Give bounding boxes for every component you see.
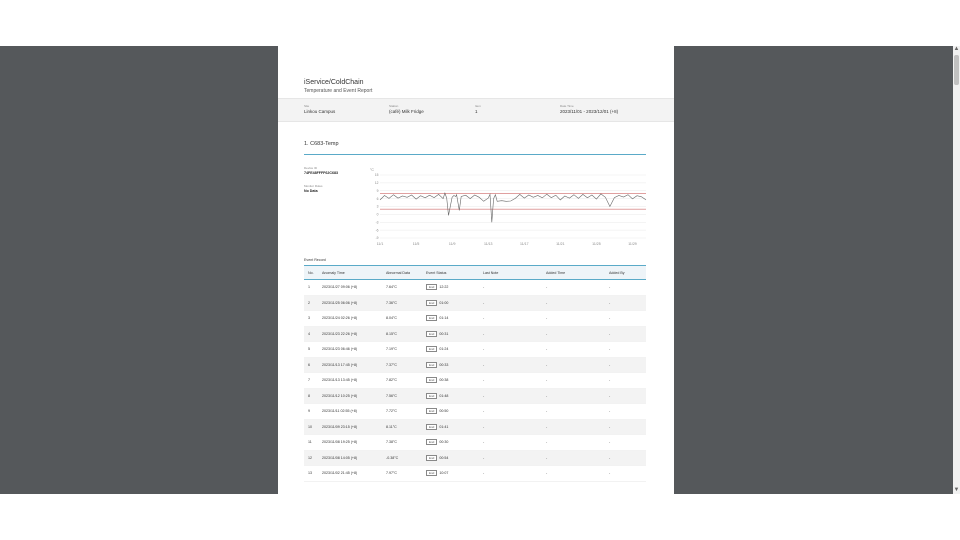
cell-last-note: - <box>483 378 485 383</box>
table-row <box>304 466 646 482</box>
info-date-time-label: Date Time <box>560 104 574 108</box>
event-table-body <box>304 280 646 482</box>
cell-added-by: - <box>609 316 611 321</box>
table-row <box>304 404 646 420</box>
x-tick-label: 11/5 <box>412 242 420 246</box>
event-duration: 00:31 <box>439 331 449 336</box>
header-event-status: Event Status <box>426 270 447 275</box>
cell-added-by: - <box>609 362 611 367</box>
header-added-time: Added Time <box>546 270 566 275</box>
status-badge: End <box>426 331 437 337</box>
cell-anomaly-time: 2023/11/12 10:25 (+8) <box>322 393 358 398</box>
cell-last-note: - <box>483 300 485 305</box>
cell-added-time: - <box>546 362 548 367</box>
status-badge: End <box>426 362 437 368</box>
y-tick-label: 0 <box>376 212 379 217</box>
y-tick-label: 15 <box>374 173 379 178</box>
table-row <box>304 327 646 343</box>
section-title: 1. C683-Temp <box>304 141 339 147</box>
cell-abnormal-data: 8.11°C <box>386 424 397 429</box>
document-viewer[interactable] <box>0 46 953 494</box>
cell-event-status <box>426 466 448 481</box>
event-duration: 10:07 <box>439 471 449 476</box>
cell-added-time: - <box>546 455 548 460</box>
cell-added-time: - <box>546 316 548 321</box>
cell-no: 8 <box>308 393 310 398</box>
event-duration: 12:22 <box>439 285 449 290</box>
y-tick-label: 6 <box>376 196 379 201</box>
event-duration: 01:24 <box>439 347 449 352</box>
cell-added-time: - <box>546 440 548 445</box>
status-badge: End <box>426 424 437 430</box>
event-duration: 01:41 <box>439 424 449 429</box>
table-row <box>304 420 646 436</box>
cell-last-note: - <box>483 285 485 290</box>
temperature-series-line <box>380 193 646 222</box>
cell-anomaly-time: 2023/11/25 06:06 (+8) <box>322 300 358 305</box>
header-added-by: Added By <box>609 270 625 275</box>
cell-abnormal-data: 8.04°C <box>386 316 398 321</box>
status-badge: End <box>426 346 437 352</box>
cell-last-note: - <box>483 316 485 321</box>
status-badge: End <box>426 439 437 445</box>
cell-abnormal-data: 7.19°C <box>386 347 398 352</box>
cell-added-by: - <box>609 471 611 476</box>
cell-added-by: - <box>609 378 611 383</box>
report-subtitle: Temperature and Event Report <box>304 88 373 94</box>
cell-no: 11 <box>308 440 312 445</box>
status-badge: End <box>426 455 437 461</box>
y-axis-unit: °C <box>370 168 374 172</box>
cell-anomaly-time: 2023/11/08 14:05 (+8) <box>322 455 358 460</box>
scroll-down-icon[interactable]: ▼ <box>953 487 960 493</box>
status-badge: End <box>426 284 437 290</box>
table-row <box>304 342 646 358</box>
cell-event-status <box>426 311 448 326</box>
y-tick-label: 3 <box>376 204 379 209</box>
cell-added-time: - <box>546 300 548 305</box>
event-duration: 00:33 <box>439 362 449 367</box>
cell-no: 1 <box>308 285 310 290</box>
info-date-time <box>560 104 618 114</box>
vertical-scrollbar[interactable] <box>953 46 960 494</box>
cell-added-by: - <box>609 455 611 460</box>
cell-no: 2 <box>308 300 310 305</box>
event-duration: 00:50 <box>439 409 449 414</box>
cell-added-by: - <box>609 347 611 352</box>
scroll-up-icon[interactable]: ▲ <box>953 46 960 52</box>
cell-abnormal-data: 7.37°C <box>386 362 398 367</box>
cell-abnormal-data: 7.72°C <box>386 409 398 414</box>
info-item-label: Item <box>475 104 481 108</box>
x-tick-label: 11/17 <box>520 242 529 246</box>
cell-last-note: - <box>483 409 485 414</box>
cell-event-status <box>426 280 448 295</box>
cell-abnormal-data: 7.82°C <box>386 378 398 383</box>
status-badge: End <box>426 470 437 476</box>
x-tick-label: 11/21 <box>556 242 565 246</box>
section-divider <box>304 154 646 155</box>
cell-event-status <box>426 451 448 466</box>
event-duration: 01:14 <box>439 316 449 321</box>
header-abnormal-data: Abnormal Data <box>386 270 410 275</box>
cell-added-time: - <box>546 378 548 383</box>
cell-abnormal-data: 8.15°C <box>386 331 398 336</box>
cell-no: 5 <box>308 347 310 352</box>
cell-no: 9 <box>308 409 310 414</box>
x-tick-label: 11/13 <box>483 242 493 246</box>
event-record-title: Event Record <box>304 258 326 262</box>
cell-abnormal-data: 7.36°C <box>386 300 398 305</box>
cell-added-time: - <box>546 471 548 476</box>
y-tick-label: -9 <box>375 236 379 241</box>
device-id-label: Device ID <box>304 166 318 170</box>
temperature-chart <box>370 165 648 249</box>
table-row <box>304 280 646 296</box>
info-station <box>389 104 424 114</box>
cell-last-note: - <box>483 440 485 445</box>
cell-added-time: - <box>546 424 548 429</box>
cell-last-note: - <box>483 424 485 429</box>
monitor-rules-value: No Data <box>304 189 318 193</box>
cell-anomaly-time: 2023/11/02 21:45 (+8) <box>322 471 358 476</box>
header-anomaly-time: Anomaly Time <box>322 270 345 275</box>
status-badge: End <box>426 408 437 414</box>
cell-anomaly-time: 2023/11/13 13:45 (+8) <box>322 378 358 383</box>
status-badge: End <box>426 377 437 383</box>
table-row <box>304 358 646 374</box>
cell-added-time: - <box>546 331 548 336</box>
cell-abnormal-data: 7.38°C <box>386 440 398 445</box>
cell-added-by: - <box>609 409 611 414</box>
cell-anomaly-time: 2023/11/13 17:45 (+8) <box>322 362 358 367</box>
device-id-value: 74FE48FFFF62C683 <box>304 171 338 175</box>
cell-last-note: - <box>483 362 485 367</box>
cell-event-status <box>426 404 448 419</box>
cell-no: 3 <box>308 316 310 321</box>
app-title: iService/ColdChain <box>304 79 364 86</box>
info-item-value: 1 <box>475 109 478 114</box>
cell-no: 6 <box>308 362 310 367</box>
info-station-value: (café) Milk Fridge <box>389 109 424 114</box>
cell-no: 4 <box>308 331 310 336</box>
header-no: No. <box>308 270 314 275</box>
cell-added-by: - <box>609 300 611 305</box>
event-duration: 00:30 <box>439 440 449 445</box>
cell-anomaly-time: 2023/11/27 09:06 (+8) <box>322 285 358 290</box>
cell-last-note: - <box>483 393 485 398</box>
status-badge: End <box>426 393 437 399</box>
cell-added-time: - <box>546 285 548 290</box>
cell-event-status <box>426 342 448 357</box>
info-site-label: Site <box>304 104 310 108</box>
status-badge: End <box>426 300 437 306</box>
cell-added-time: - <box>546 409 548 414</box>
y-tick-label: -3 <box>375 220 379 225</box>
cell-event-status <box>426 389 448 404</box>
info-item <box>475 104 481 114</box>
table-row <box>304 451 646 467</box>
status-badge: End <box>426 315 437 321</box>
device-id-block <box>304 166 338 175</box>
cell-last-note: - <box>483 331 485 336</box>
cell-added-by: - <box>609 285 611 290</box>
table-row <box>304 311 646 327</box>
info-site <box>304 104 335 114</box>
cell-anomaly-time: 2023/11/11 02:55 (+8) <box>322 409 357 414</box>
cell-last-note: - <box>483 455 485 460</box>
event-duration: 00:54 <box>439 455 449 460</box>
cell-no: 10 <box>308 424 312 429</box>
cell-anomaly-time: 2023/11/08 19:25 (+8) <box>322 440 358 445</box>
cell-no: 13 <box>308 471 312 476</box>
x-tick-label: 11/29 <box>628 242 637 246</box>
cell-added-by: - <box>609 424 611 429</box>
y-tick-label: 9 <box>376 188 379 193</box>
cell-anomaly-time: 2023/11/09 23:15 (+8) <box>322 424 358 429</box>
cell-event-status <box>426 327 448 342</box>
event-duration: 01:00 <box>439 300 449 305</box>
x-tick-label: 11/25 <box>592 242 601 246</box>
cell-no: 7 <box>308 378 310 383</box>
info-site-value: Linkou Campus <box>304 109 336 114</box>
cell-last-note: - <box>483 471 485 476</box>
y-tick-label: 12 <box>374 181 379 186</box>
scrollbar-thumb[interactable] <box>954 55 959 85</box>
cell-abnormal-data: 7.64°C <box>386 285 398 290</box>
x-tick-label: 11/9 <box>448 242 456 246</box>
cell-last-note: - <box>483 347 485 352</box>
cell-event-status <box>426 358 448 373</box>
cell-event-status <box>426 296 448 311</box>
monitor-rules-block <box>304 184 323 193</box>
header-last-note: Last Note <box>483 270 499 275</box>
table-row <box>304 389 646 405</box>
report-page <box>278 46 674 494</box>
event-table-header <box>304 265 646 280</box>
cell-added-time: - <box>546 393 548 398</box>
cell-abnormal-data: 7.56°C <box>386 393 398 398</box>
info-station-label: Station <box>389 104 399 108</box>
event-duration: 00:38 <box>439 378 449 383</box>
cell-added-by: - <box>609 393 611 398</box>
cell-added-by: - <box>609 331 611 336</box>
monitor-rules-label: Monitor Rules <box>304 184 323 188</box>
table-row <box>304 296 646 312</box>
event-table <box>304 265 646 482</box>
cell-anomaly-time: 2023/11/23 06:46 (+8) <box>322 347 358 352</box>
cell-abnormal-data: 7.97°C <box>386 471 398 476</box>
y-tick-label: -6 <box>375 228 379 233</box>
info-date-time-value: 2023/11/01 - 2023/12/01 (+8) <box>560 109 619 114</box>
cell-anomaly-time: 2023/11/24 02:26 (+8) <box>322 316 358 321</box>
cell-event-status <box>426 373 448 388</box>
cell-added-time: - <box>546 347 548 352</box>
table-row <box>304 373 646 389</box>
cell-abnormal-data: -0.38°C <box>386 455 399 460</box>
event-duration: 01:48 <box>439 393 449 398</box>
x-tick-label: 11/1 <box>376 242 384 246</box>
cell-anomaly-time: 2023/11/23 22:26 (+8) <box>322 331 358 336</box>
cell-event-status <box>426 435 448 450</box>
table-row <box>304 435 646 451</box>
report-info-bar <box>278 98 674 122</box>
cell-added-by: - <box>609 440 611 445</box>
cell-event-status <box>426 420 448 435</box>
cell-no: 12 <box>308 455 312 460</box>
